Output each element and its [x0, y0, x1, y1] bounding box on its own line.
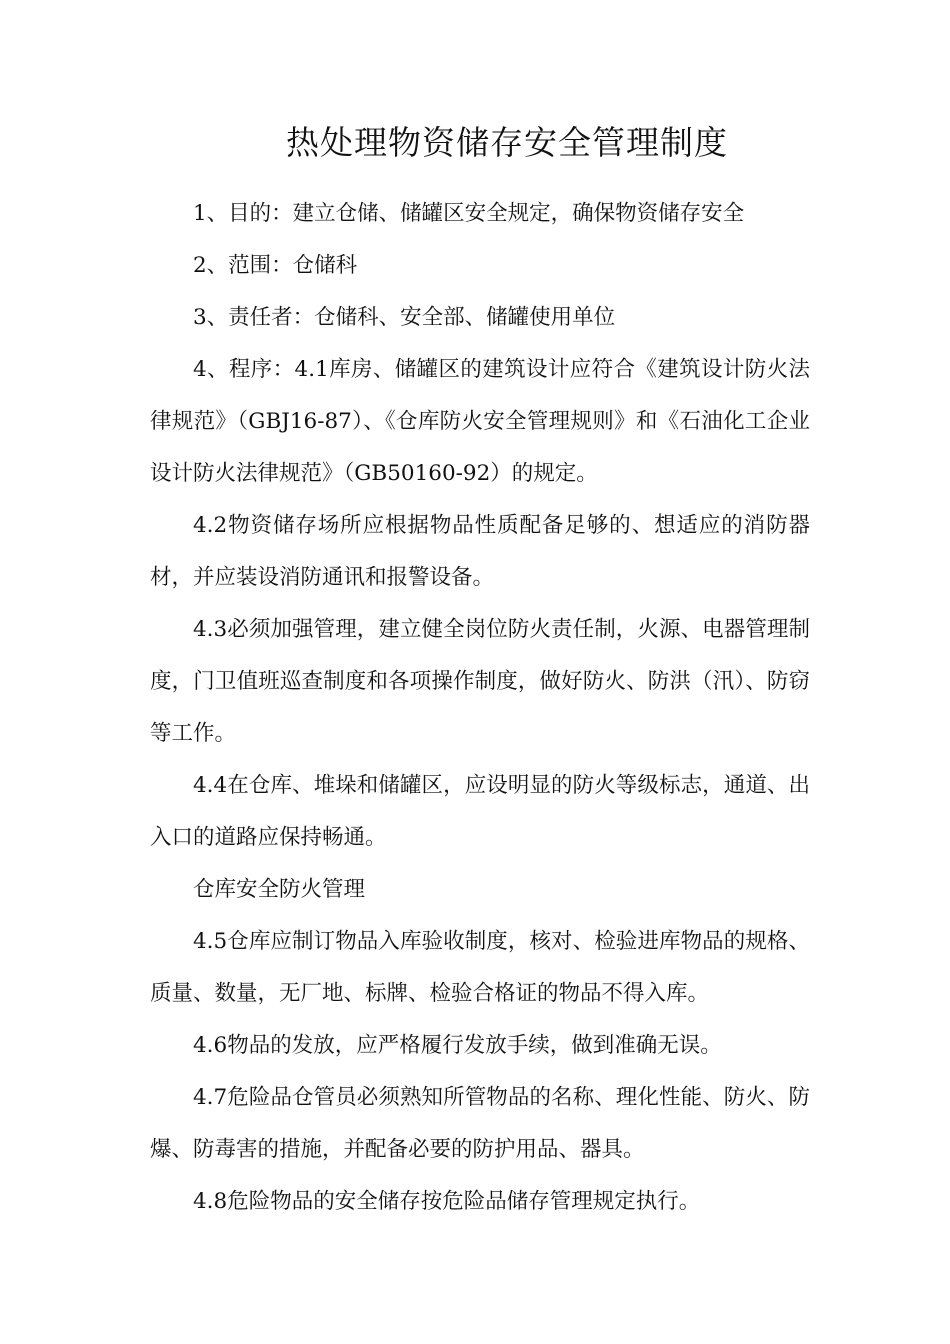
paragraph-scope: 2、范围：仓储科 [193, 253, 358, 278]
paragraph-4-3: 4.3必须加强管理，建立健全岗位防火责任制，火源、电器管理制度，门卫值班巡查制度和各项操作制度，做好防火、防洪（汛）、防窃等工作。 [150, 617, 810, 746]
document-title: 热处理物资储存安全管理制度 [286, 123, 728, 162]
section-heading-warehouse-fire: 仓库安全防火管理 [193, 877, 366, 902]
paragraph-4-7: 4.7危险品仓管员必须熟知所管物品的名称、理化性能、防火、防爆、防毒害的措施，并配备必要的防护用品、器具。 [150, 1085, 810, 1162]
paragraph-responsible: 3、责任者：仓储科、安全部、储罐使用单位 [193, 305, 616, 330]
paragraph-4-6: 4.6物品的发放，应严格履行发放手续，做到准确无误。 [193, 1033, 722, 1058]
paragraph-4-5: 4.5仓库应制订物品入库验收制度，核对、检验进库物品的规格、质量、数量，无厂地、标牌、检验合格证的物品不得入库。 [150, 929, 810, 1006]
paragraph-4-4: 4.4在仓库、堆垛和储罐区，应设明显的防火等级标志，通道、出入口的道路应保持畅通。 [150, 773, 810, 850]
paragraph-4-2: 4.2物资储存场所应根据物品性质配备足够的、想适应的消防器材，并应装设消防通讯和报警设备。 [150, 513, 810, 590]
paragraph-4-8: 4.8危险物品的安全储存按危险品储存管理规定执行。 [193, 1189, 701, 1214]
paragraph-purpose: 1、目的：建立仓储、储罐区安全规定，确保物资储存安全 [193, 201, 745, 226]
document-body [150, 188, 810, 1228]
paragraph-procedure-4-1: 4、程序：4.1库房、储罐区的建筑设计应符合《建筑设计防火法律规范》（GBJ16-87）、《仓库防火安全管理规则》和《石油化工企业设计防火法律规范》（GB50160-92）的规定。 [150, 357, 810, 486]
